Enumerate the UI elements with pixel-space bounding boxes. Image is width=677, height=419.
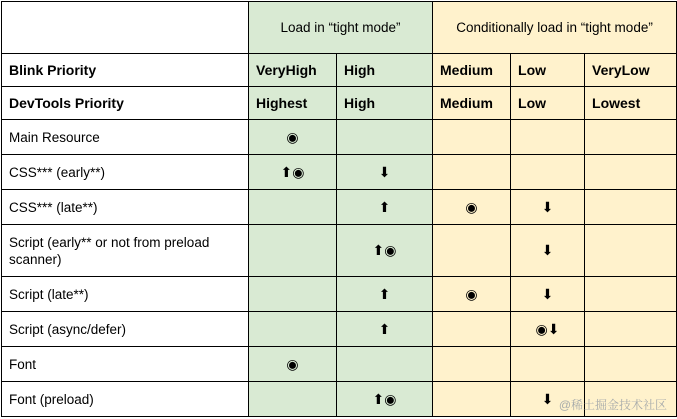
devtools-priority-label: DevTools Priority: [2, 87, 249, 120]
priority-mark: ⬆◉: [337, 225, 433, 277]
priority-mark: [433, 225, 511, 277]
resource-label: Script (early** or not from preload scanner): [2, 225, 249, 277]
priority-mark: ⬇: [337, 155, 433, 190]
devtools-priority-value: High: [337, 87, 433, 120]
resource-label: Font (preload): [2, 382, 249, 417]
priority-mark: [511, 120, 585, 155]
priority-mark: [433, 120, 511, 155]
devtools-priority-value: Lowest: [585, 87, 677, 120]
priority-mark: ◉: [433, 190, 511, 225]
resource-label: Font: [2, 347, 249, 382]
priority-mark: ⬇: [511, 190, 585, 225]
watermark: @稀土掘金技术社区: [558, 398, 667, 412]
priority-mark: [585, 190, 677, 225]
resource-label: CSS*** (late**): [2, 190, 249, 225]
priority-mark: [249, 312, 337, 347]
priority-mark: [585, 155, 677, 190]
priority-mark: ⬇: [511, 225, 585, 277]
table-row: [2, 225, 677, 277]
priority-mark: ⬆: [337, 277, 433, 312]
group-header-row: [2, 2, 677, 54]
devtools-priority-value: Low: [511, 87, 585, 120]
priority-mark: ⬆◉: [249, 155, 337, 190]
resource-label: Script (late**): [2, 277, 249, 312]
priority-mark: [585, 225, 677, 277]
table-row: [2, 155, 677, 190]
priority-mark: [585, 347, 677, 382]
priority-mark: [585, 277, 677, 312]
priority-mark: ◉: [433, 277, 511, 312]
blink-priority-value: VeryHigh: [249, 54, 337, 87]
priority-mark: [511, 155, 585, 190]
devtools-priority-row: [2, 87, 677, 120]
priority-mark: [249, 225, 337, 277]
priority-mark: [337, 120, 433, 155]
priority-table: [1, 1, 677, 417]
priority-mark: ⬇: [511, 277, 585, 312]
table-row: [2, 190, 677, 225]
corner-cell: [2, 2, 249, 54]
priority-mark: [511, 347, 585, 382]
priority-mark: ⬆◉: [337, 382, 433, 417]
table-row: [2, 347, 677, 382]
blink-priority-label: Blink Priority: [2, 54, 249, 87]
priority-mark: [433, 382, 511, 417]
priority-mark: [585, 312, 677, 347]
table-row: [2, 312, 677, 347]
group-conditional-tight-mode: Conditionally load in “tight mode”: [433, 2, 677, 54]
priority-mark: [433, 347, 511, 382]
priority-mark: ◉: [249, 347, 337, 382]
priority-mark: [249, 277, 337, 312]
priority-mark: ◉⬇: [511, 312, 585, 347]
table-row: [2, 277, 677, 312]
blink-priority-value: Medium: [433, 54, 511, 87]
blink-priority-value: High: [337, 54, 433, 87]
priority-mark: [433, 312, 511, 347]
group-tight-mode: Load in “tight mode”: [249, 2, 433, 54]
priority-mark: ⬆: [337, 312, 433, 347]
devtools-priority-value: Medium: [433, 87, 511, 120]
blink-priority-row: [2, 54, 677, 87]
blink-priority-value: VeryLow: [585, 54, 677, 87]
table-row: [2, 120, 677, 155]
priority-mark: ⬆: [337, 190, 433, 225]
resource-label: Main Resource: [2, 120, 249, 155]
resource-label: Script (async/defer): [2, 312, 249, 347]
priority-mark: [337, 347, 433, 382]
priority-mark: [249, 382, 337, 417]
blink-priority-value: Low: [511, 54, 585, 87]
priority-mark: [249, 190, 337, 225]
resource-label: CSS*** (early**): [2, 155, 249, 190]
priority-mark: ◉: [249, 120, 337, 155]
priority-mark: [585, 120, 677, 155]
devtools-priority-value: Highest: [249, 87, 337, 120]
priority-mark: ⬇: [511, 382, 585, 417]
priority-mark: [433, 155, 511, 190]
